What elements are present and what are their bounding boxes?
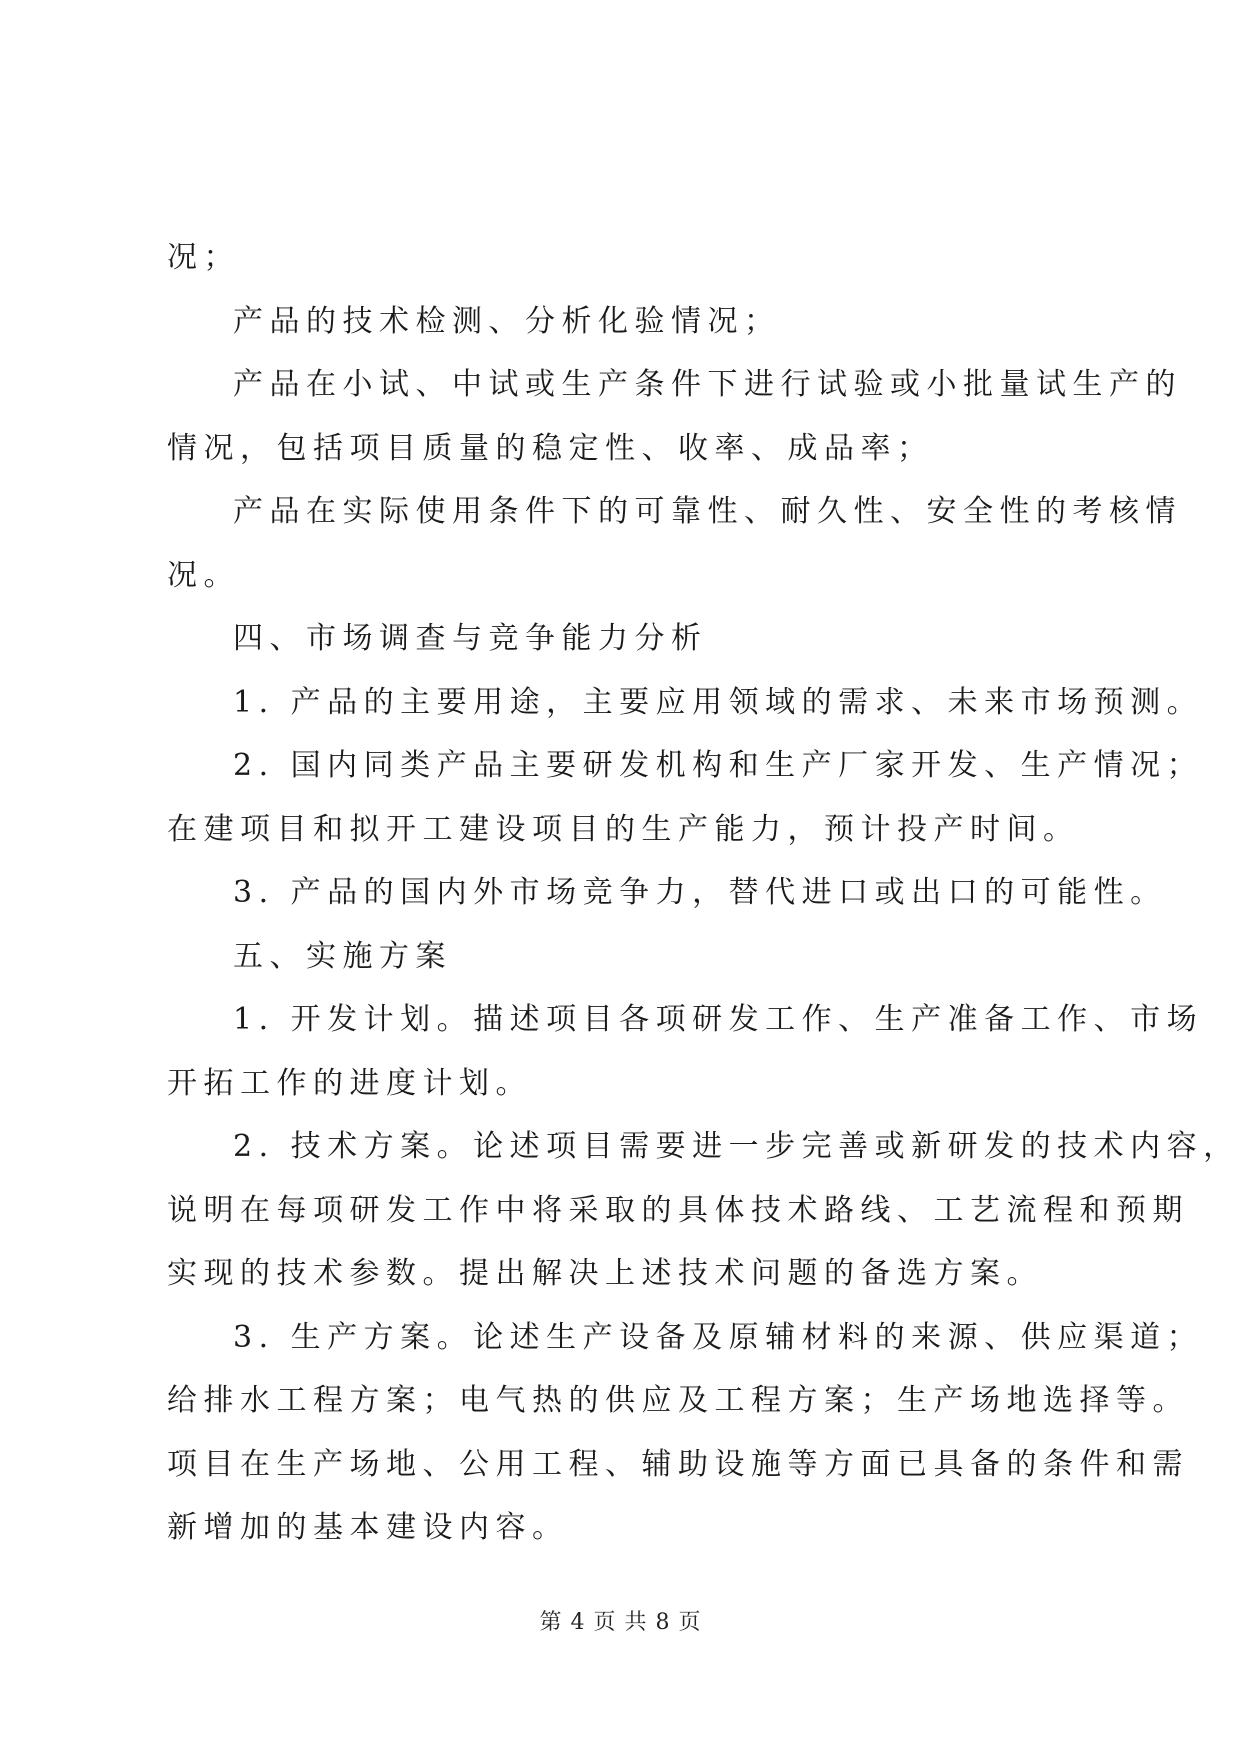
body-text [167,226,1240,1560]
text-line: 项目在生产场地、公用工程、辅助设施等方面已具备的条件和需 [167,1446,1189,1482]
text-line: 新增加的基本建设内容。 [167,1510,569,1545]
text-line: 在建项目和拟开工建设项目的生产能力，预计投产时间。 [167,811,1080,847]
text-line: 2. 技术方案。论述项目需要进一步完善或新研发的技术内容， [233,1129,1240,1164]
text-line: 1. 开发计划。描述项目各项研发工作、生产准备工作、市场 [233,1002,1204,1037]
text-line: 说明在每项研发工作中将采取的具体技术路线、工艺流程和预期 [167,1192,1189,1228]
text-line: 1. 产品的主要用途，主要应用领域的需求、未来市场预测。 [233,684,1204,720]
text-line: 产品在小试、中试或生产条件下进行试验或小批量试生产的 [233,367,1182,402]
page-number-footer: 第 4 页 共 8 页 [539,1610,702,1635]
text-line: 况； [167,240,240,275]
text-line: 情况，包括项目质量的稳定性、收率、成品率； [167,430,934,466]
text-line: 3. 产品的国内外市场竞争力，替代进口或出口的可能性。 [233,875,1167,910]
text-line: 2. 国内同类产品主要研发机构和生产厂家开发、生产情况； [233,748,1204,783]
text-line: 开拓工作的进度计划。 [167,1065,532,1101]
text-line: 实现的技术参数。提出解决上述技术问题的备选方案。 [167,1256,1043,1291]
text-line: 3. 生产方案。论述生产设备及原辅材料的来源、供应渠道； [233,1319,1204,1355]
text-line: 给排水工程方案；电气热的供应及工程方案；生产场地选择等。 [167,1383,1189,1418]
text-line: 产品在实际使用条件下的可靠性、耐久性、安全性的考核情 [233,494,1182,529]
text-line: 产品的技术检测、分析化验情况； [233,303,781,339]
section-heading: 五、实施方案 [233,938,452,974]
text-line: 况。 [167,557,240,593]
section-heading: 四、市场调查与竞争能力分析 [233,621,708,656]
